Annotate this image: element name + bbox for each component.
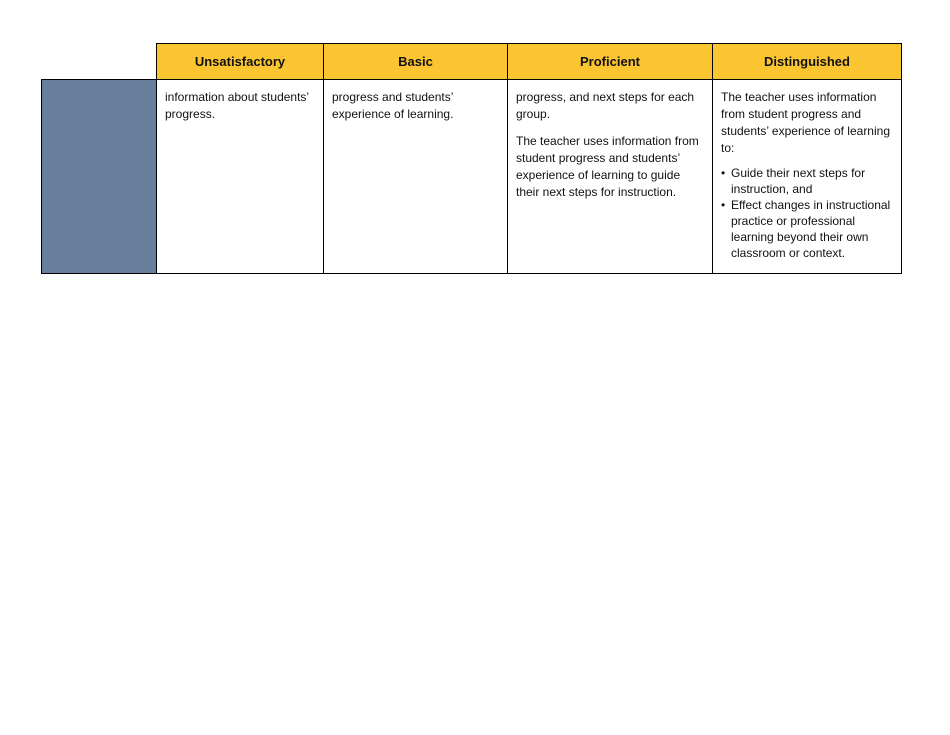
- proficient-text-1: progress, and next steps for each group.: [516, 90, 695, 121]
- cell-unsatisfactory: [157, 80, 324, 274]
- distinguished-intro: The teacher uses information from student progress and students’ experience of learning to:: [721, 90, 890, 155]
- cell-basic: [324, 80, 508, 274]
- header-basic: Basic: [324, 44, 508, 80]
- header-blank-cell: [42, 44, 157, 80]
- header-row: [42, 44, 902, 80]
- basic-text: progress and students’ experience of learning.: [332, 90, 454, 121]
- proficient-text-2: The teacher uses information from student progress and students’ experience of learning to guide their next steps for instruction.: [516, 134, 699, 199]
- distinguished-bullet-list: [721, 165, 893, 261]
- rubric-table: [41, 43, 902, 274]
- side-label-cell: [42, 80, 157, 274]
- rubric-row: [42, 80, 902, 274]
- cell-distinguished: [713, 80, 902, 274]
- header-proficient: Proficient: [508, 44, 713, 80]
- header-distinguished: Distinguished: [713, 44, 902, 80]
- cell-proficient: [508, 80, 713, 274]
- list-item: [721, 165, 893, 197]
- bullet-icon: •: [721, 198, 726, 212]
- bullet-text: Effect changes in instructional practice or professional learning beyond their own classroom or context.: [731, 198, 891, 260]
- bullet-icon: •: [721, 166, 726, 180]
- list-item: [721, 197, 893, 261]
- unsatisfactory-text: information about students’ progress.: [165, 90, 309, 121]
- header-unsatisfactory: Unsatisfactory: [157, 44, 324, 80]
- bullet-text: Guide their next steps for instruction, and: [731, 166, 866, 196]
